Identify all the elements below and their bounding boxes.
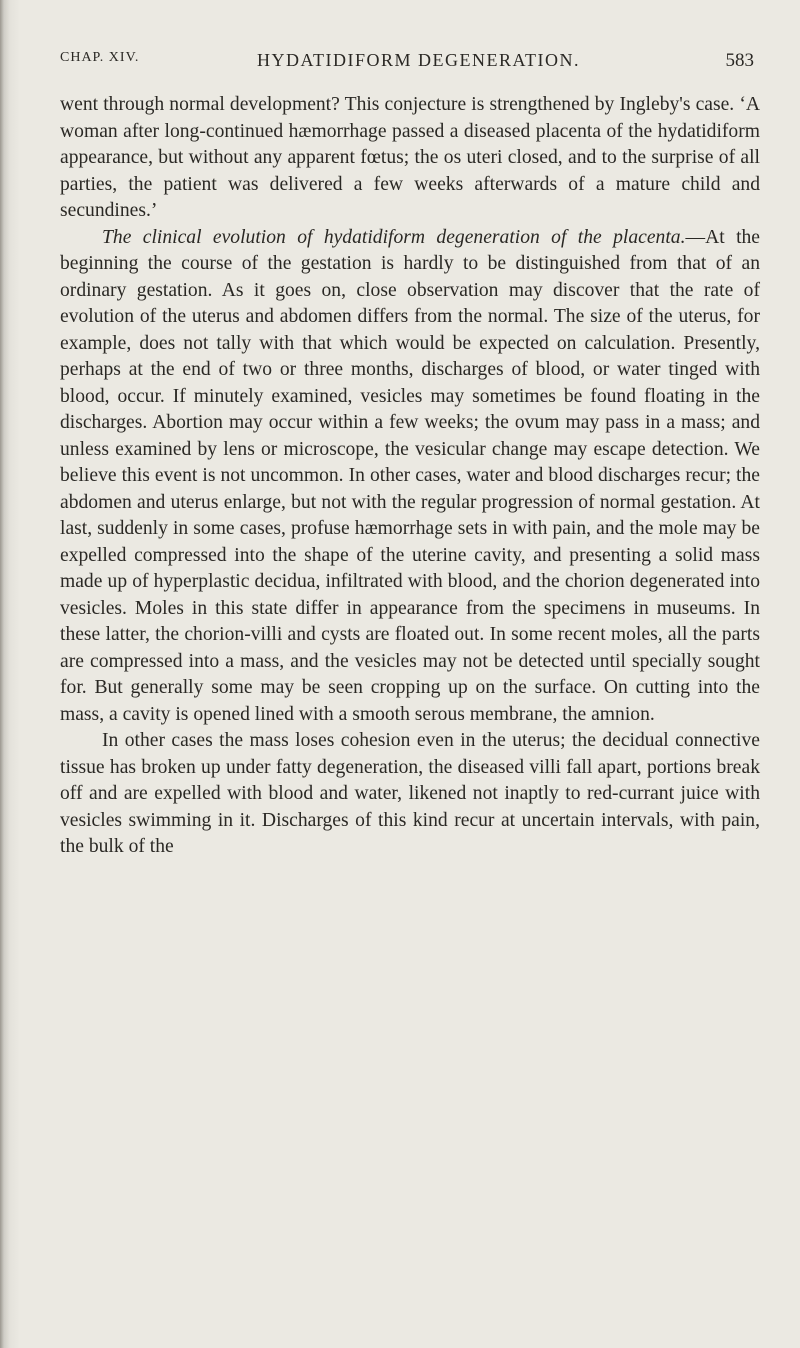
- section-run-in-heading: The clinical evolution of hydatidiform degeneration of the placenta.: [102, 226, 686, 248]
- paragraph: [60, 728, 760, 861]
- body-text: [60, 92, 760, 861]
- page-number: 583: [725, 50, 754, 71]
- paragraph-text: went through normal development? This conjecture is strengthened by Ingleby's case. ‘A woman after long-continued hæmorrhage passed a diseased placenta of the hydatidiform appearance, but without any apparent fœtus; the os uteri closed, and to the surprise of all parties, the patient was delivered a few weeks afterwards of a mature child and secundines.’: [60, 94, 760, 221]
- running-header: [60, 50, 760, 80]
- paragraph: [60, 225, 760, 729]
- paragraph: [60, 92, 760, 225]
- chapter-label: CHAP. XIV.: [60, 50, 140, 65]
- paragraph-text: In other cases the mass loses cohesion even in the uterus; the decidual connective tissue has broken up under fatty degeneration, the diseased villi fall apart, portions break off and are expelled with blood and water, likened not inaptly to red-currant juice with vesicles swimming in it. Discharges of this kind recur at uncertain intervals, with pain, the bulk of the: [60, 730, 760, 857]
- paragraph-text: —At the beginning the course of the gestation is hardly to be distinguished from that of an ordinary gestation. As it goes on, close observation may discover that the rate of evolution of the uterus and abdomen differs from the normal. The size of the uterus, for example, does not tally with that which would be expected on calculation. Presently, perhaps at the end of two or three months, discharges of blood, or water tinged with blood, occur. If minutely examined, vesicles may sometimes be found floating in the discharges. Abortion may occur within a few weeks; the ovum may pass in a mass; and unless examined by lens or microscope, the vesicular change may escape detection. We believe this event is not uncommon. In other cases, water and blood discharges recur; the abdomen and uterus enlarge, but not with the regular progression of normal gestation. At last, suddenly in some cases, profuse hæmorrhage sets in with pain, and the mole may be expelled compressed into the shape of the uterine cavity, and presenting a solid mass made up of hyperplastic decidua, infiltrated with blood, and the chorion degenerated into vesicles. Moles in this state differ in appearance from the specimens in museums. In these latter, the chorion-villi and cysts are floated out. In some recent moles, all the parts are compressed into a mass, and the vesicles may not be detected until specially sought for. But generally some may be seen cropping up on the surface. On cutting into the mass, a cavity is opened lined with a smooth serous membrane, the amnion.: [60, 226, 761, 725]
- running-title: HYDATIDIFORM DEGENERATION.: [257, 50, 580, 70]
